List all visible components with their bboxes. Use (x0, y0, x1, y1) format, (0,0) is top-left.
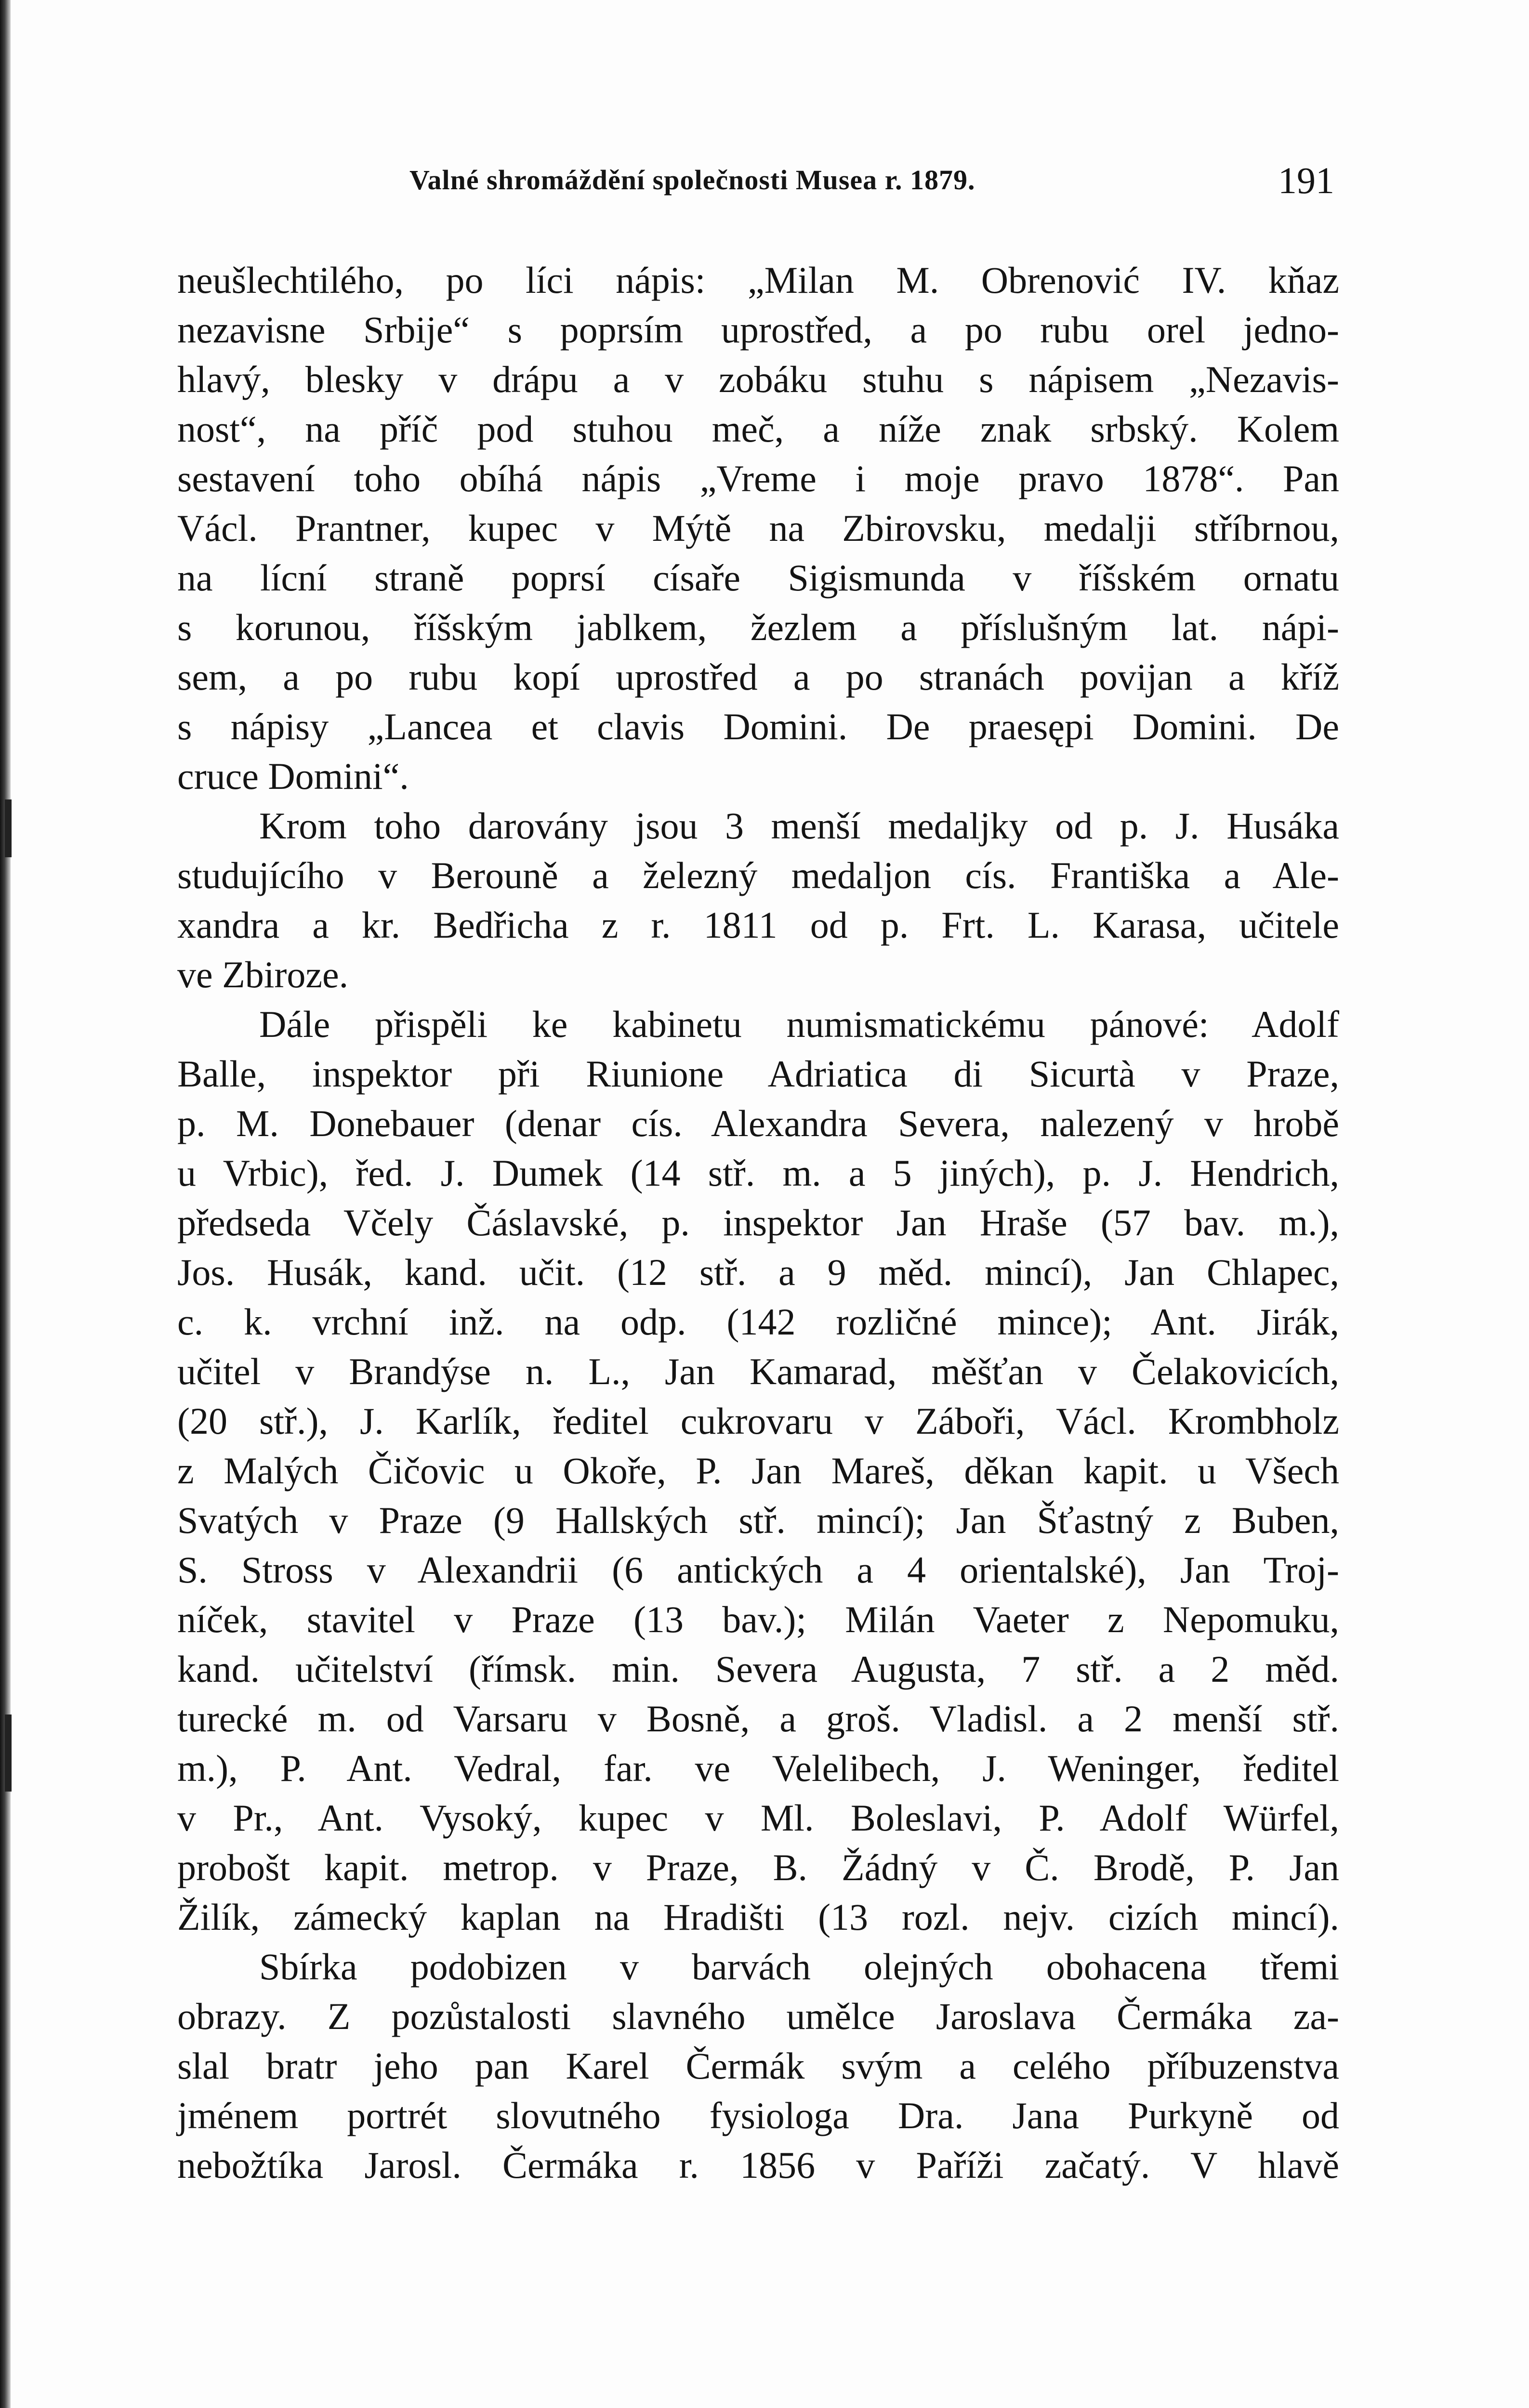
running-title: Valné shromáždění společnosti Musea r. 1879. (409, 164, 975, 196)
text-line: studujícího v Berouně a železný medaljon cís. Františka a Ale- (177, 854, 1339, 896)
text-line: m.), P. Ant. Vedral, far. ve Velelibech, J. Weninger, ředitel (177, 1747, 1339, 1789)
text-line: obrazy. Z pozůstalosti slavného umělce Jaroslava Čermáka za- (177, 1995, 1339, 2037)
scan-mark (5, 1714, 12, 1792)
body-text (177, 255, 1339, 2190)
text-line: nezavisne Srbije“ s poprsím uprostřed, a po rubu orel jedno- (177, 309, 1339, 351)
text-line: Krom toho darovány jsou 3 menší medaljky od p. J. Husáka (259, 805, 1339, 847)
text-line: S. Stross v Alexandrii (6 antických a 4 orientalské), Jan Troj- (177, 1549, 1339, 1591)
text-line: neušlechtilého, po líci nápis: „Milan M. Obrenović IV. kňaz (177, 259, 1339, 301)
text-line: p. M. Donebauer (denar cís. Alexandra Severa, nalezený v hrobě (177, 1102, 1339, 1144)
text-line: sestavení toho obíhá nápis „Vreme i moje pravo 1878“. Pan (177, 458, 1339, 499)
text-line: Dále přispěli ke kabinetu numismatickému pánové: Adolf (259, 1003, 1339, 1045)
page-spine-shadow (0, 0, 11, 2408)
text-line: Sbírka podobizen v barvách olejných obohacena třemi (259, 1946, 1339, 1988)
text-line: c. k. vrchní inž. na odp. (142 rozličné mince); Ant. Jirák, (177, 1301, 1339, 1343)
text-line: sem, a po rubu kopí uprostřed a po stranách povijan a kříž (177, 656, 1339, 698)
text-line: xandra a kr. Bedřicha z r. 1811 od p. Frt. L. Karasa, učitele (177, 904, 1339, 946)
text-line: slal bratr jeho pan Karel Čermák svým a celého příbuzenstva (177, 2045, 1339, 2087)
page-number: 191 (1278, 159, 1334, 201)
text-line: cruce Domini“. (177, 755, 409, 797)
text-line: turecké m. od Varsaru v Bosně, a groš. Vladisl. a 2 menší stř. (177, 1698, 1339, 1740)
text-line: s nápisy „Lancea et clavis Domini. De praesępi Domini. De (177, 706, 1339, 747)
text-line: u Vrbic), řed. J. Dumek (14 stř. m. a 5 jiných), p. J. Hendrich, (177, 1152, 1339, 1194)
text-line: hlavý, blesky v drápu a v zobáku stuhu s nápisem „Nezavis- (177, 358, 1339, 400)
text-line: kand. učitelství (římsk. min. Severa Augusta, 7 stř. a 2 měd. (177, 1648, 1339, 1690)
text-line: Václ. Prantner, kupec v Mýtě na Zbirovsku, medalji stříbrnou, (177, 507, 1339, 549)
text-line: nebožtíka Jarosl. Čermáka r. 1856 v Paříži začatý. V hlavě (177, 2144, 1339, 2186)
text-line: Balle, inspektor při Riunione Adriatica di Sicurtà v Praze, (177, 1053, 1339, 1095)
text-line: jménem portrét slovutného fysiologa Dra. Jana Purkyně od (177, 2094, 1339, 2136)
text-line: níček, stavitel v Praze (13 bav.); Milán Vaeter z Nepomuku, (177, 1598, 1339, 1640)
text-line: na lícní straně poprsí císaře Sigismunda v říšském ornatu (177, 557, 1339, 599)
text-line: učitel v Brandýse n. L., Jan Kamarad, měšťan v Čelakovicích, (177, 1350, 1339, 1392)
text-line: s korunou, říšským jablkem, žezlem a příslušným lat. nápi- (177, 606, 1339, 648)
text-line: Svatých v Praze (9 Hallských stř. mincí); Jan Šťastný z Buben, (177, 1499, 1339, 1541)
text-line: nost“, na příč pod stuhou meč, a níže znak srbský. Kolem (177, 408, 1339, 450)
text-line: (20 stř.), J. Karlík, ředitel cukrovaru v Záboři, Václ. Krombholz (177, 1400, 1339, 1442)
text-line: předseda Včely Čáslavské, p. inspektor Jan Hraše (57 bav. m.), (177, 1202, 1339, 1243)
text-line: z Malých Čičovic u Okoře, P. Jan Mareš, děkan kapit. u Všech (177, 1450, 1339, 1492)
text-line: Jos. Husák, kand. učit. (12 stř. a 9 měd. mincí), Jan Chlapec, (177, 1251, 1339, 1293)
scan-mark (5, 799, 12, 857)
text-line: Žilík, zámecký kaplan na Hradišti (13 rozl. nejv. cizích mincí). (177, 1896, 1339, 1938)
text-line: probošt kapit. metrop. v Praze, B. Žádný v Č. Brodě, P. Jan (177, 1846, 1339, 1888)
text-line: ve Zbiroze. (177, 954, 349, 995)
text-line: v Pr., Ant. Vysoký, kupec v Ml. Boleslavi, P. Adolf Würfel, (177, 1797, 1339, 1839)
page-header (178, 159, 1334, 222)
